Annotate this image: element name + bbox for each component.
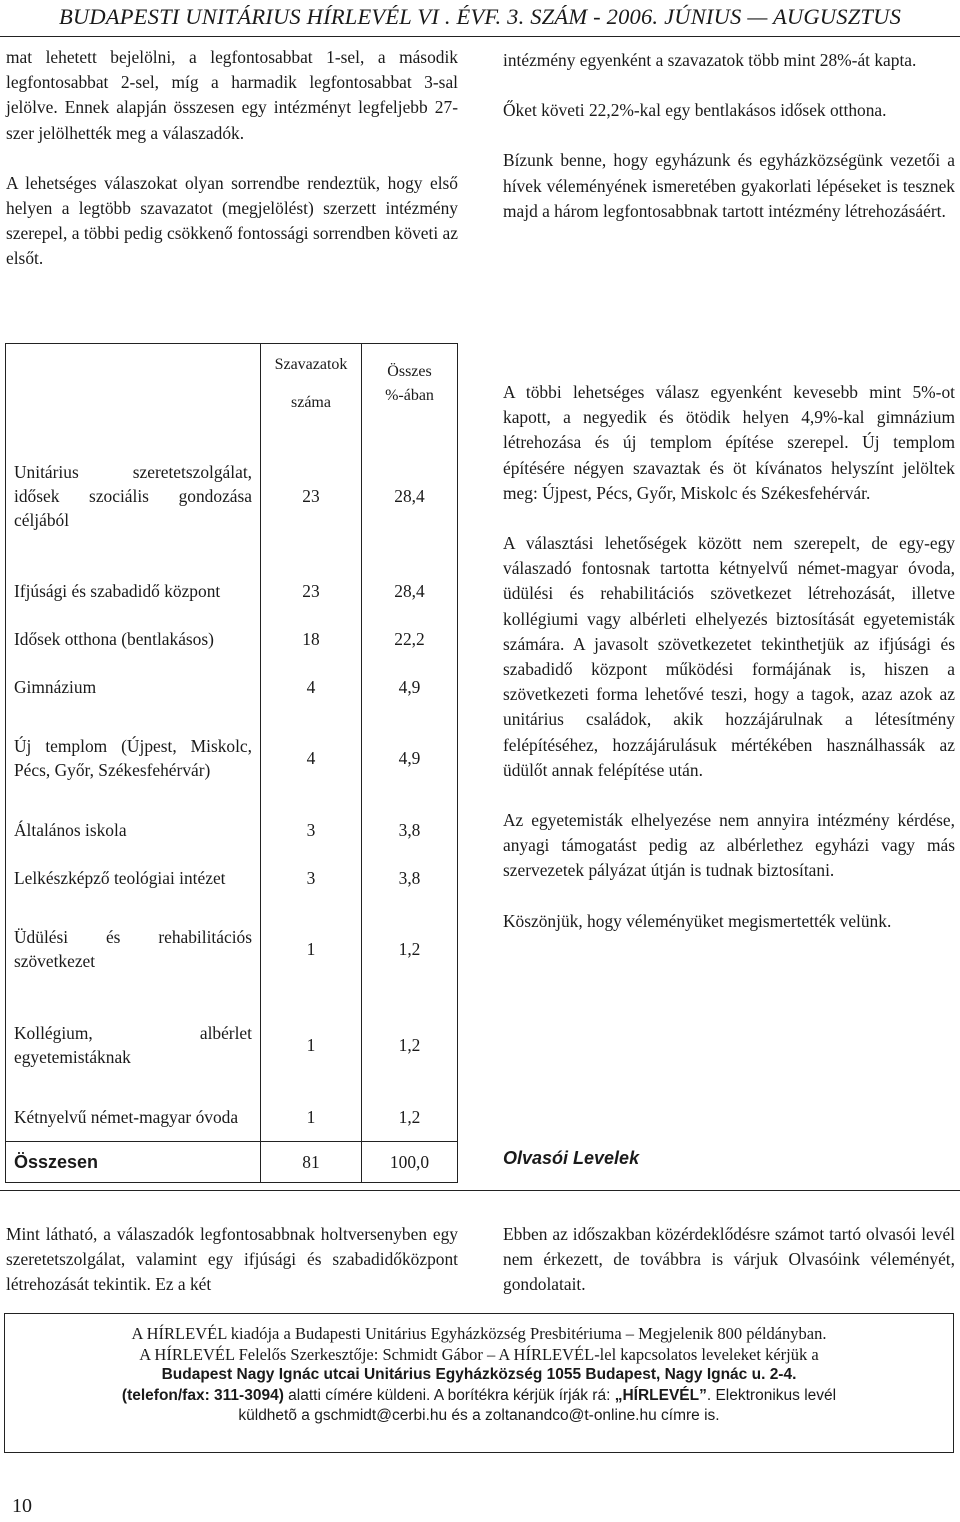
vote-percent: 4,9 (362, 663, 458, 711)
table-total-row (6, 1142, 458, 1183)
institution-name: Unitárius szeretetszolgálat, idősek szociális gondozása céljából (6, 424, 261, 567)
paragraph: intézmény egyenként a szavazatok több mint 28%-át kapta. (503, 50, 917, 70)
page-number: 10 (12, 1495, 32, 1517)
paragraph: A választási lehetőségek között nem szerepelt, de egy-egy válaszadó fontosnak tartotta kétnyelvű német-magyar óvoda, üdülési és rehabilitációs szövetkezet létrehozását, illetve kollégiumi vagy albérleti elhelyezés biztosítását egyetemisták számára. A javasolt szövetkezetet tekinthetjük az ifjúsági és szabadidő központ működési formájának is, hiszen a szövetkezeti forma lehetővé teszi, hogy a tagok, azaz azok az unitárius családok, akik hozzájárulnak a létesítmény felépítéséhez, hozzájárulásuk mértékében használhassák az üdülőt annak felépítése után. (503, 533, 955, 780)
right-column-middle (503, 380, 955, 934)
table-row (6, 854, 458, 902)
paragraph: A többi lehetséges válasz egyenként kevesebb mint 5%-ot kapott, a negyedik és ötödik helyen 4,9%-kal gimnázium létrehozása és új templom építése szerepel. Új templom építésére négyen szavaztak és öt kívánatos helyszínt jelöltek meg: Újpest, Pécs, Győr, Miskolc és Székesfehérvár. (503, 382, 955, 503)
paragraph: A lehetséges válaszokat olyan sorrendbe rendeztük, hogy első helyen a legtöbb szavazatot (megjelölést) szerzett intézmény szerepel, a többi pedig csökkenő fontossági sorrendben követi az elsőt. (6, 172, 458, 269)
table-row (6, 567, 458, 615)
publisher-info-box (4, 1313, 954, 1453)
table-row (6, 806, 458, 854)
vote-percent: 3,8 (362, 854, 458, 902)
editor-line: A HÍRLEVÉL Felelős Szerkesztője: Schmidt Gábor – A HÍRLEVÉL-lel kapcsolatos leveleket kérjük a (139, 1344, 819, 1364)
left-column-bottom (6, 1222, 458, 1298)
table-row (6, 615, 458, 663)
paragraph: Köszönjük, hogy véleményüket megismertették velünk. (503, 910, 892, 931)
vote-count: 23 (261, 424, 362, 567)
table-row (6, 711, 458, 807)
vote-percent: 3,8 (362, 806, 458, 854)
vote-percent: 22,2 (362, 615, 458, 663)
vote-count: 3 (261, 854, 362, 902)
vote-count: 18 (261, 615, 362, 663)
institution-name: Ifjúsági és szabadidő központ (6, 567, 261, 615)
vote-count: 3 (261, 806, 362, 854)
percent-column-header: Összes %-ában (362, 344, 458, 425)
paragraph: Bízunk benne, hogy egyházunk és egyházközségünk vezetői a hívek véleményének ismeretében gyakorlati lépéseket is tesznek majd a három legfontosabbnak tartott intézmény létrehozásáért. (503, 150, 955, 221)
total-percent: 100,0 (362, 1142, 458, 1183)
vote-percent: 4,9 (362, 711, 458, 807)
table-row (6, 997, 458, 1093)
institution-name: Gimnázium (6, 663, 261, 711)
paragraph: Őket követi 22,2%-kal egy bentlakásos idősek otthona. (503, 100, 887, 121)
table-row (6, 902, 458, 998)
vote-count: 1 (261, 1093, 362, 1142)
contact-line: (telefon/fax: 311-3094) alatti címére küldeni. A borítékra kérjük írják rá: „HÍRLEVÉL”. Elektronikus levél (121, 1386, 837, 1404)
right-column-top (503, 48, 955, 224)
right-column-bottom (503, 1222, 955, 1298)
total-votes: 81 (261, 1142, 362, 1183)
email-line: küldhetõ a gschmidt@cerbi.hu és a zoltanandco@t-online.hu címre is. (238, 1407, 720, 1424)
paragraph: Mint látható, a válaszadók legfontosabbnak holtversenyben egy szeretetszolgálat, valamint egy ifjúsági és szabadidőközpont létrehozását tekintik. Ez a két (6, 1224, 458, 1295)
votes-column-header: Szavazatok száma (261, 344, 362, 425)
votes-table (5, 343, 458, 1183)
vote-percent: 1,2 (362, 902, 458, 998)
vote-count: 4 (261, 663, 362, 711)
vote-percent: 1,2 (362, 997, 458, 1093)
institution-name: Lelkészképző teológiai intézet (6, 854, 261, 902)
vote-percent: 1,2 (362, 1093, 458, 1142)
address-line: Budapest Nagy Ignác utcai Unitárius Egyházközség 1055 Budapest, Nagy Ignác u. 2-4. (161, 1366, 797, 1383)
institution-name: Kollégium, albérlet egyetemistáknak (6, 997, 261, 1093)
total-label: Összesen (6, 1142, 261, 1183)
vote-count: 1 (261, 997, 362, 1093)
running-header: BUDAPESTI UNITÁRIUS HÍRLEVÉL VI . ÉVF. 3. SZÁM - 2006. JÚNIUS — AUGUSZTUS (0, 0, 960, 37)
table-row (6, 663, 458, 711)
section-title-reader-letters: Olvasói Levelek (503, 1148, 640, 1168)
institution-name: Üdülési és rehabilitációs szövetkezet (6, 902, 261, 998)
institution-name: Új templom (Újpest, Miskolc, Pécs, Győr, Székesfehérvár) (6, 711, 261, 807)
table-header-row (6, 344, 458, 425)
paragraph: Ebben az időszakban közérdeklődésre számot tartó olvasói levél nem érkezett, de továbbra is várjuk Olvasóink véleményét, gondolatait. (503, 1224, 955, 1295)
left-column-intro (6, 45, 458, 272)
vote-count: 4 (261, 711, 362, 807)
vote-count: 1 (261, 902, 362, 998)
divider (0, 1190, 960, 1191)
table-row (6, 1093, 458, 1142)
institution-name: Kétnyelvű német-magyar óvoda (6, 1093, 261, 1142)
vote-percent: 28,4 (362, 424, 458, 567)
paragraph: Az egyetemisták elhelyezése nem annyira intézmény kérdése, anyagi támogatást pedig az albérlethez egyházi vagy más szervezetek pályázat útján is tudnak biztosítani. (503, 810, 955, 881)
table-row (6, 424, 458, 567)
institution-name: Idősek otthona (bentlakásos) (6, 615, 261, 663)
publisher-line: A HÍRLEVÉL kiadója a Budapesti Unitárius Egyházközség Presbitériuma – Megjelenik 800 példányban. (131, 1324, 827, 1343)
institution-name: Általános iskola (6, 806, 261, 854)
vote-percent: 28,4 (362, 567, 458, 615)
paragraph: mat lehetett bejelölni, a legfontosabbat 1-sel, a második legfontosabbat 2-sel, míg a harmadik legfontosabbat 3-sal jelölve. Ennek alapján összesen egy intézményt legfeljebb 27-szer jelölhették meg a válaszadók. (6, 47, 458, 143)
vote-count: 23 (261, 567, 362, 615)
